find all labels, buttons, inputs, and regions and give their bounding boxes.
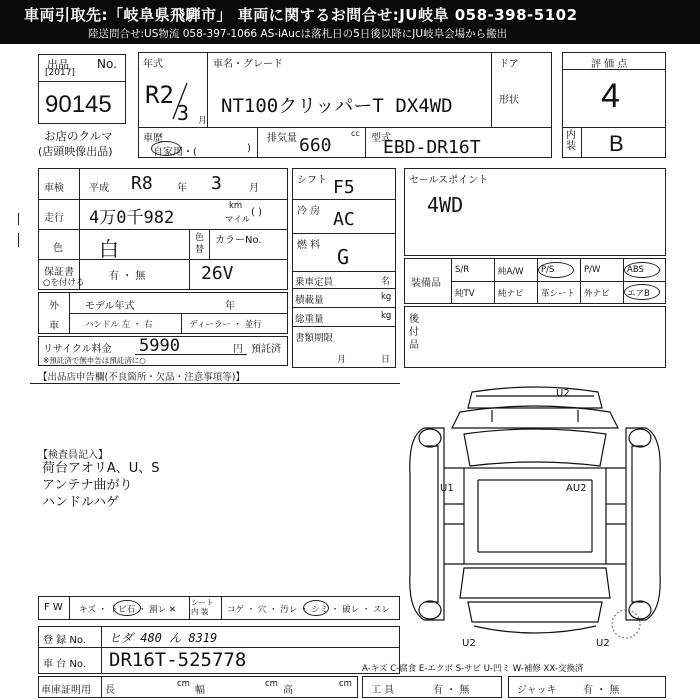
cert-high: 高: [283, 685, 293, 696]
fw-label: F W: [44, 602, 63, 613]
interior-grade: B: [609, 131, 624, 156]
garage-cert-box: [38, 676, 358, 698]
mileage-unit-mile: マイル: [225, 215, 251, 225]
mileage-value: 4万0千982: [89, 208, 175, 228]
color-value: 白: [99, 237, 119, 261]
equipment-box: [404, 258, 666, 304]
cert-wide: 幅: [195, 685, 205, 696]
recycle-note: ※預託済で無申告は預託済に○: [43, 356, 146, 365]
load-label: 積載量: [295, 295, 324, 306]
lot-number-box: [38, 54, 126, 124]
history-options: 自家用・(: [153, 147, 197, 158]
load-unit: kg: [381, 292, 392, 302]
year-stamp: [2017]: [45, 68, 75, 78]
doc-expiry-label: 書類期限: [295, 333, 334, 344]
shaken-year: R8: [131, 173, 153, 194]
equipment-item: 純TV: [455, 289, 475, 299]
sales-point-label: セールスポイント: [409, 175, 489, 186]
recycle-box: [38, 336, 288, 366]
mileage-paren: ( ): [251, 207, 262, 218]
header-subtitle: 陸送問合せ:US物流 058-397-1066 AS-iAucは落札日の5日後以降にJU岐阜会場から搬出: [88, 28, 508, 40]
damage-mark: U1: [440, 483, 454, 494]
vehicle-info-box: [138, 52, 552, 158]
warranty-label: 保証書: [44, 267, 74, 278]
jack-box: [508, 676, 666, 698]
score-label: 評 価 点: [591, 59, 628, 70]
model-year-label: モデル年式: [85, 301, 135, 312]
equipment-circle: [624, 284, 660, 300]
import-foreign-label: 外: [49, 301, 59, 312]
shift-label: シフト: [297, 175, 327, 186]
fw-items: キズ ・ トビ石 ・ 割レ ✕: [79, 605, 176, 615]
year-month-unit: 月: [198, 116, 208, 126]
inspection-box: [38, 168, 288, 290]
jack-options: 有 ・ 無: [583, 685, 620, 696]
color-no-value: 26V: [201, 263, 234, 284]
cert-long-unit: cm: [177, 679, 190, 689]
recycle-amount: 5990: [139, 336, 180, 356]
exhibit-label: 出品: [47, 58, 69, 71]
color-label: 色: [53, 243, 63, 254]
reg-label: 登 録 No.: [43, 635, 86, 646]
recycle-unit: 円: [233, 344, 243, 355]
rear-equipment-box: [404, 306, 666, 368]
equipment-item: P/S: [541, 265, 555, 275]
shop-car-label: お店のクルマ: [44, 129, 113, 143]
gross-unit: kg: [381, 311, 392, 321]
import-box: [38, 292, 288, 334]
exhibitor-notice-label: 【出品店申告欄(不良箇所・欠品・注意事項等)】: [38, 372, 245, 383]
interior-label: 内装: [566, 130, 576, 152]
displacement-label: 排気量: [267, 133, 297, 144]
registration-box: [38, 626, 400, 674]
shaken-month: 3: [211, 173, 222, 194]
sales-point-text: 4WD: [427, 193, 464, 217]
damage-legend: A-キズ C-腐食 E-エクボ S-サビ U-凹ミ W-補修 XX-交換済: [362, 664, 584, 674]
year-month: 3: [177, 101, 190, 125]
car-damage-diagram: [404, 384, 666, 652]
chassis-label: 車 台 No.: [43, 659, 86, 670]
gross-label: 総重量: [295, 314, 324, 325]
seat-items: コゲ ・ 穴 ・ 汚レ ・ シミ ・ 破レ ・ スレ: [227, 605, 391, 615]
header-bar: [0, 0, 700, 44]
inspector-note: アンテナ曲がり: [42, 478, 133, 493]
damage-mark: U2: [462, 638, 476, 649]
header-title: 車両引取先:「岐阜県飛騨市」 車両に関するお問合せ:JU岐阜 058-398-5102: [24, 6, 578, 24]
shaken-year-unit: 年: [177, 183, 187, 194]
equipment-item: P/W: [584, 265, 601, 275]
lot-number: 90145: [45, 91, 112, 118]
door-label: ドア: [499, 59, 519, 70]
fuel-value: G: [337, 245, 350, 269]
equipment-item: 外ナビ: [584, 289, 610, 299]
inspector-note: 荷台アオリA、U、S: [42, 461, 160, 476]
fuel-label: 燃 料: [297, 240, 321, 251]
color-change-label: 色替: [195, 233, 205, 255]
vehicle-name: NT100クリッパーT DX4WD: [221, 95, 453, 117]
grade-score: 4: [601, 77, 620, 115]
equipment-label: 装備品: [411, 278, 441, 289]
handle-options: ハンドル 左 ・ 右: [85, 320, 153, 330]
fw-seat-box: [38, 596, 400, 620]
capacity-unit: 名: [381, 277, 391, 287]
doc-day-unit: 日: [381, 355, 391, 365]
cert-long: 長: [105, 685, 115, 696]
model-year-unit: 年: [225, 301, 235, 312]
shape-label: 形状: [499, 95, 519, 106]
name-label: 車名・グレード: [213, 59, 283, 70]
warranty-sub: ○を付ける: [43, 278, 85, 288]
model-code: EBD-DR16T: [383, 137, 481, 158]
doc-month-unit: 月: [337, 355, 347, 365]
equipment-item: ABS: [627, 265, 644, 275]
specs-box: [292, 168, 396, 368]
recycle-deposit: 預託済: [251, 344, 281, 355]
equipment-item: 純ナビ: [498, 289, 524, 299]
shaken-label: 車検: [44, 183, 64, 194]
no-label: No.: [97, 57, 117, 71]
equipment-grid: [451, 259, 665, 303]
equipment-item: 革シート: [541, 289, 576, 299]
jack-label: ジャッキ: [517, 685, 557, 696]
history-close: ): [247, 143, 251, 154]
damage-mark: U2: [556, 388, 570, 399]
warranty-options: 有 ・ 無: [109, 271, 146, 282]
equipment-circle: [624, 262, 660, 278]
reg-value: ヒダ 480 ん 8319: [109, 631, 218, 645]
cert-wide-unit: cm: [265, 679, 278, 689]
inspector-label: 【検査員記入】: [38, 450, 108, 461]
tool-options: 有 ・ 無: [433, 685, 470, 696]
displacement-value: 660: [299, 135, 332, 156]
color-no-label: カラーNo.: [215, 235, 262, 246]
inspector-notes: [42, 460, 160, 511]
damage-mark: AU2: [566, 483, 587, 494]
year-era: R2: [145, 81, 174, 109]
history-private-circle: [151, 141, 181, 156]
grade-box: [562, 52, 666, 158]
sales-point-box: [404, 168, 666, 256]
mileage-unit-km: km: [229, 201, 243, 211]
history-label: 車歴: [143, 133, 163, 144]
damage-mark: U2: [596, 638, 610, 649]
import-car-label: 車: [49, 321, 59, 332]
year-label: 年式: [143, 59, 163, 70]
cert-high-unit: cm: [339, 679, 352, 689]
equipment-circle: [538, 262, 574, 278]
recycle-label: リサイクル料金: [43, 344, 112, 355]
tool-label: 工 具: [371, 685, 395, 696]
shop-car-sub: (店頭映像出品): [38, 145, 113, 158]
dealer-options: ディーラー ・ 並行: [189, 320, 262, 330]
inspector-note: ハンドルハゲ: [42, 495, 120, 510]
shaken-month-unit: 月: [249, 183, 259, 194]
shaken-era: 平成: [89, 183, 109, 194]
equipment-item: 純A/W: [498, 267, 524, 277]
cert-label: 車庫証明用: [41, 685, 91, 696]
shift-value: F5: [333, 177, 355, 198]
mileage-label: 走行: [44, 213, 64, 224]
ac-label: 冷 房: [297, 206, 321, 217]
model-label: 型式: [371, 133, 391, 144]
seat-label: シート内 装: [191, 598, 214, 616]
capacity-label: 乗車定員: [295, 277, 334, 288]
equipment-item: エアB: [627, 289, 650, 299]
displacement-unit: cc: [351, 129, 360, 138]
tool-box: [362, 676, 502, 698]
ac-value: AC: [333, 209, 355, 230]
rear-equipment-label: 後付品: [409, 314, 419, 351]
equipment-item: S/R: [455, 265, 470, 275]
chassis-value: DR16T-525778: [109, 649, 247, 671]
